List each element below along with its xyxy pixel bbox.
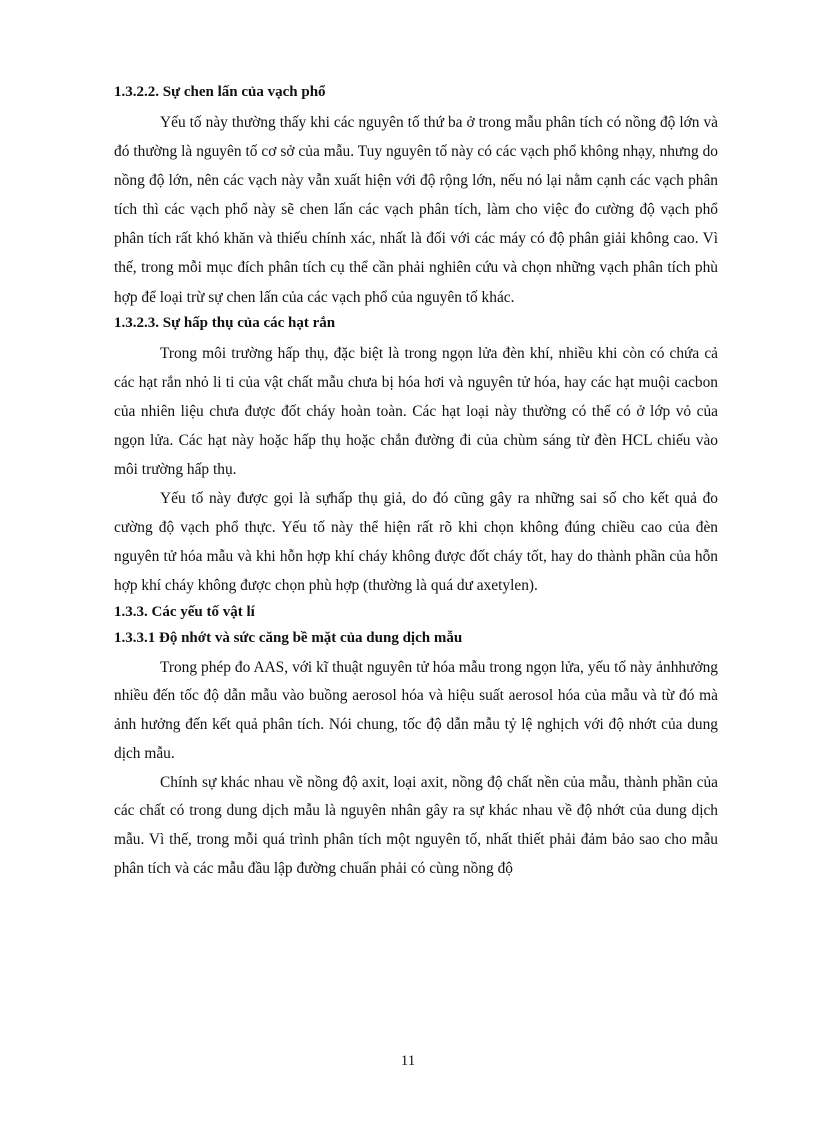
paragraph-solid-particles: Trong môi trường hấp thụ, đặc biệt là trong ngọn lửa đèn khí, nhiều khi còn có chứa cả các hạt rắn nhỏ li ti của vật chất mẫu chưa bị hóa hơi và nguyên tử hóa, hay các hạt muội cacbon của nhiên liệu chưa được đốt cháy hoàn toàn. Các hạt loại này thường có thể có ở lớp vỏ của ngọn lửa. Các hạt này hoặc hấp thụ hoặc chắn đường đi của chùm sáng từ đèn HCL chiếu vào môi trường hấp thụ. <box>114 344 718 479</box>
paragraph-false-absorption: Yếu tố này được gọi là sựhấp thụ giả, do đó cũng gây ra những sai số cho kết quả đo cường độ vạch phổ thực. Yếu tố này thể hiện rất rõ khi chọn không đúng chiều cao của đèn nguyên tử hóa mẫu và khi hỗn hợp khí cháy không được đốt cháy tốt, hay do thành phần của hỗn hợp khí cháy không được chọn phù hợp (thường là quá dư axetylen). <box>114 490 718 595</box>
heading-1-3-3: 1.3.3. Các yếu tố vật lí <box>114 603 255 620</box>
heading-1-3-2-3: 1.3.2.3. Sự hấp thụ của các hạt rắn <box>114 314 336 331</box>
paragraph-spectral-overlap: Yếu tố này thường thấy khi các nguyên tố thứ ba ở trong mẫu phân tích có nồng độ lớn và đó thường là nguyên tố cơ sở của mẫu. Tuy nguyên tố này có các vạch phổ không nhạy, nhưng do nồng độ lớn, nên các vạch này vẫn xuất hiện với độ rộng lớn, nếu nó lại nằm cạnh các vạch phân tích thì các vạch phổ này sẽ chen lấn các vạch phân tích, làm cho việc đo cường độ vạch phổ phân tích rất khó khăn và thiếu chính xác, nhất là đối với các máy có độ phân giải không cao. Vì thế, trong mỗi mục đích phân tích cụ thể cần phải nghiên cứu và chọn những vạch phân tích phù hợp để loại trừ sự chen lấn của các vạch phổ của nguyên tố khác. <box>114 114 718 306</box>
heading-1-3-2-2: 1.3.2.2. Sự chen lấn của vạch phổ <box>114 84 326 100</box>
paragraph-viscosity: Trong phép đo AAS, với kĩ thuật nguyên tử hóa mẫu trong ngọn lửa, yếu tố này ảnhhưởng nhiều đến tốc độ dẫn mẫu vào buồng aerosol hóa và hiệu suất aerosol hóa của mẫu và từ đó mà ảnh hưởng đến kết quả phân tích. Nói chung, tốc độ dẫn mẫu tỷ lệ nghịch với độ nhớt của dung dịch mẫu. <box>114 658 718 762</box>
paragraph-acid-concentration: Chính sự khác nhau về nồng độ axit, loại axit, nồng độ chất nền của mẫu, thành phần của các chất có trong dung dịch mẫu là nguyên nhân gây ra sự khác nhau về độ nhớt của dung dịch mẫu. Vì thế, trong mỗi quá trình phân tích một nguyên tố, nhất thiết phải đảm bảo sao cho mẫu phân tích và các mẫu đầu lập đường chuẩn phải có cùng nồng độ <box>114 773 718 878</box>
heading-1-3-3-1: 1.3.3.1 Độ nhớt và sức căng bề mặt của dung dịch mẫu <box>114 629 463 646</box>
page-number: 11 <box>400 1053 416 1069</box>
page-content <box>114 78 718 884</box>
